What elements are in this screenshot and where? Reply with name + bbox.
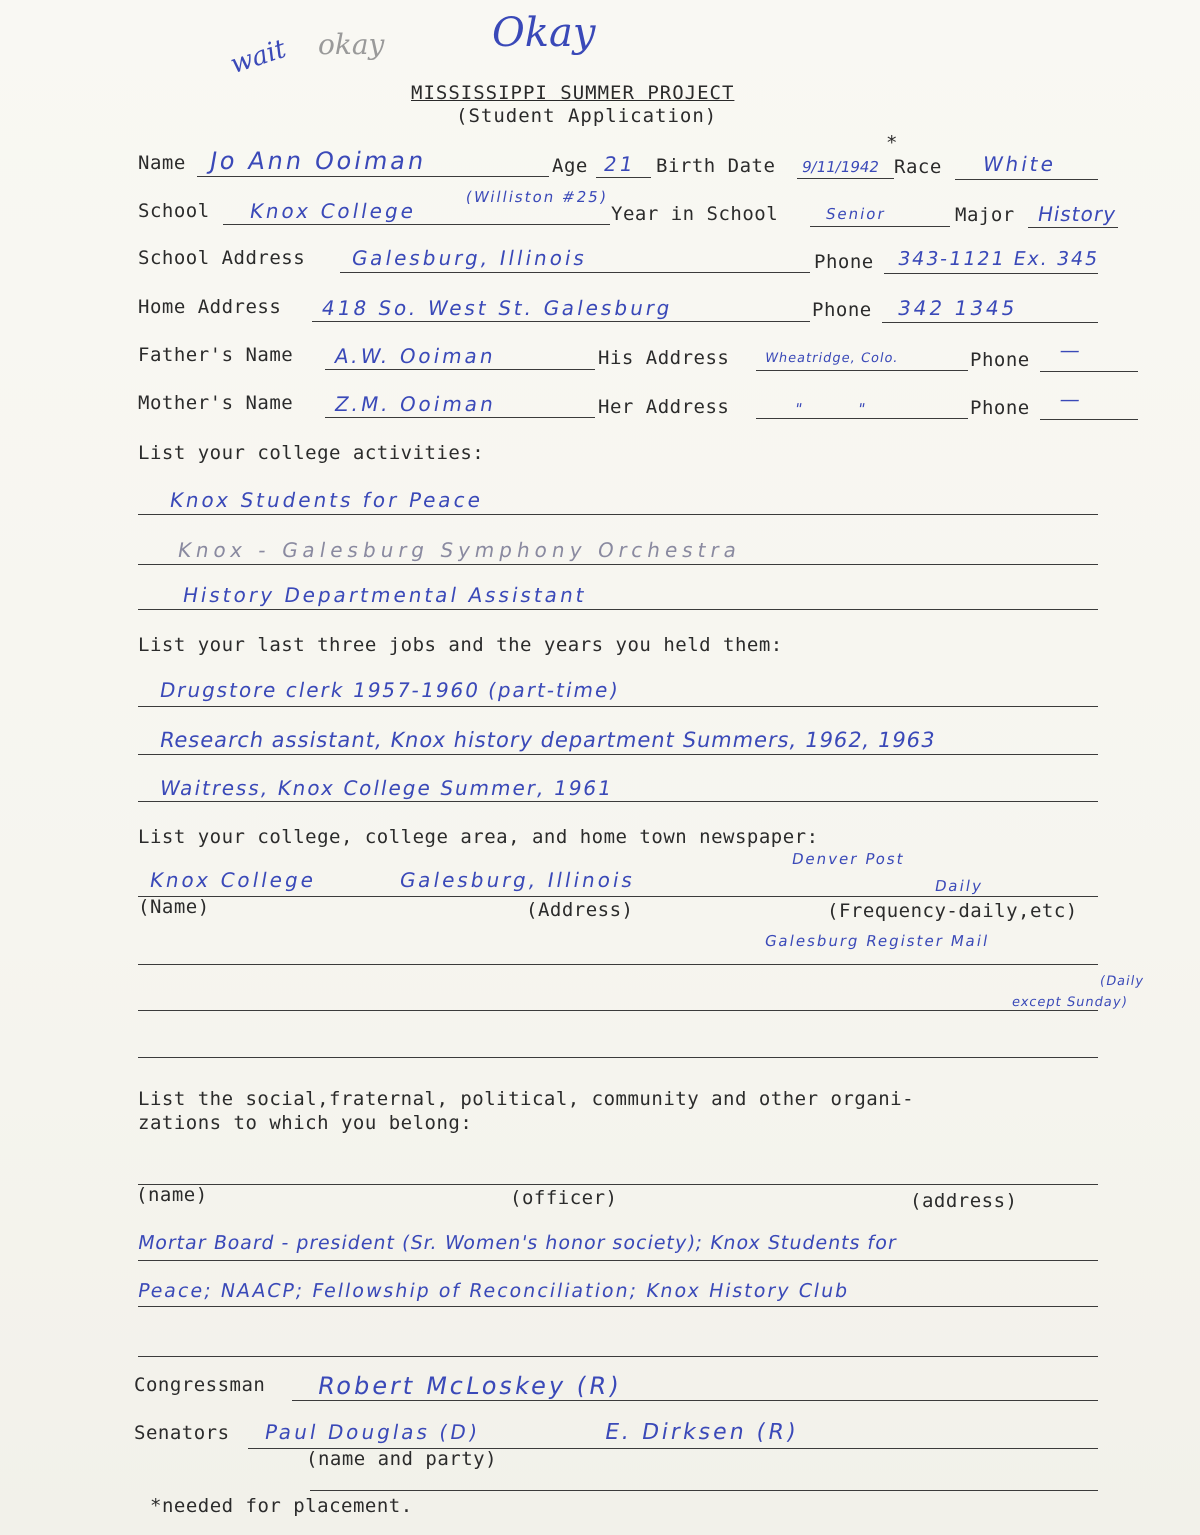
answer-senator-2: E. Dirksen (R) — [602, 1420, 801, 1445]
answer-fathers-name: A.W. Ooiman — [332, 344, 498, 368]
label-school-address: School Address — [138, 247, 306, 269]
answer-orgs-line-1: Mortar Board - president (Sr. Women's honor society); Knox Students for — [136, 1232, 899, 1254]
label-senators: Senators — [134, 1422, 230, 1444]
answer-activity-3: History Departmental Assistant — [180, 583, 589, 607]
answer-mothers-phone: — — [1057, 387, 1086, 411]
label-mothers-name: Mother's Name — [138, 392, 294, 414]
answer-school-phone: 343-1121 Ex. 345 — [896, 248, 1102, 270]
major-line — [1028, 227, 1118, 228]
school-line — [223, 224, 610, 225]
answer-race: White — [980, 152, 1059, 176]
newspaper-line-1 — [138, 896, 1098, 897]
label-fathers-phone: Phone — [970, 349, 1030, 371]
orgs-line-1 — [138, 1184, 1098, 1185]
label-name: Name — [138, 152, 186, 174]
answer-newspaper-address: Galesburg, Illinois — [397, 868, 638, 892]
name-line — [197, 176, 549, 177]
label-school-phone: Phone — [814, 251, 874, 273]
marginal-note-okay-ink: Okay — [492, 10, 596, 56]
label-fathers-name: Father's Name — [138, 344, 294, 366]
race-line — [955, 179, 1098, 180]
marginal-note-okay-pencil: okay — [318, 28, 385, 61]
newspaper-line-3 — [138, 1010, 1098, 1011]
label-org-col-officer: (officer) — [510, 1187, 618, 1209]
answer-fathers-phone: — — [1057, 338, 1086, 362]
jobs-line-3 — [138, 801, 1098, 802]
answer-name: Jo Ann Ooiman — [207, 147, 429, 175]
home-address-line — [312, 321, 810, 322]
label-age: Age — [552, 155, 588, 177]
label-year-in-school: Year in School — [611, 203, 779, 225]
answer-newspaper-name: Knox College — [147, 868, 319, 892]
jobs-line-2 — [138, 754, 1098, 755]
her-address-line — [756, 418, 968, 419]
label-birth-date: Birth Date — [656, 155, 776, 177]
answer-home-phone: 342 1345 — [895, 296, 1020, 320]
jobs-line-1 — [138, 706, 1098, 707]
orgs-line-2 — [138, 1260, 1098, 1261]
label-newspaper-col-address: (Address) — [526, 899, 634, 921]
answer-year-in-school: Senior — [824, 205, 888, 223]
answer-congressman: Robert McLoskey (R) — [315, 1372, 624, 1400]
year-line — [810, 226, 950, 227]
answer-birth-date: 9/11/1942 — [800, 158, 881, 176]
label-major: Major — [955, 204, 1015, 226]
answer-school-address: Galesburg, Illinois — [349, 246, 590, 270]
mothers-phone-line — [1040, 419, 1138, 420]
answer-newspaper-local: Galesburg Register Mail — [763, 932, 991, 950]
answer-major: History — [1035, 202, 1119, 226]
marginal-note-wait: wait — [226, 33, 290, 81]
activities-line-1 — [138, 514, 1098, 515]
answer-job-1: Drugstore clerk 1957-1960 (part-time) — [157, 678, 622, 702]
label-her-address: Her Address — [598, 396, 730, 418]
answer-age: 21 — [601, 152, 638, 176]
senators-line-2 — [310, 1490, 1098, 1491]
label-congressman: Congressman — [134, 1374, 266, 1396]
label-org-col-name: (name) — [136, 1184, 208, 1206]
activities-line-3 — [138, 609, 1098, 610]
school-phone-line — [884, 273, 1098, 274]
label-home-address: Home Address — [138, 296, 282, 318]
answer-newspaper-local-frequency-1: (Daily — [1098, 974, 1146, 989]
form-title: MISSISSIPPI SUMMER PROJECT — [411, 82, 735, 104]
fathers-phone-line — [1040, 371, 1138, 372]
answer-activity-1: Knox Students for Peace — [167, 488, 486, 512]
birth-date-line — [797, 178, 894, 179]
label-school: School — [138, 200, 210, 222]
orgs-line-4 — [138, 1356, 1098, 1357]
answer-fathers-address: Wheatridge, Colo. — [763, 351, 900, 366]
fathers-name-line — [325, 369, 595, 370]
label-orgs-prompt-1: List the social,fraternal, political, community and other organi- — [138, 1088, 915, 1110]
asterisk-mark: * — [886, 132, 898, 154]
answer-job-3: Waitress, Knox College Summer, 1961 — [157, 776, 615, 800]
answer-newspaper-home: Denver Post — [790, 850, 907, 868]
home-phone-line — [882, 322, 1098, 323]
school-address-line — [340, 272, 810, 273]
label-his-address: His Address — [598, 347, 730, 369]
answer-senator-1: Paul Douglas (D) — [262, 1420, 482, 1444]
answer-mothers-address: " " — [793, 400, 869, 418]
his-address-line — [756, 370, 968, 371]
label-activities-prompt: List your college activities: — [138, 442, 485, 464]
answer-mothers-name: Z.M. Ooiman — [332, 392, 499, 416]
label-newspaper-prompt: List your college, college area, and home town newspaper: — [138, 826, 819, 848]
form-subtitle: (Student Application) — [456, 105, 718, 127]
answer-home-address: 418 So. West St. Galesburg — [319, 296, 675, 320]
answer-job-2: Research assistant, Knox history department Summers, 1962, 1963 — [157, 728, 938, 752]
orgs-line-3 — [138, 1306, 1098, 1307]
label-orgs-prompt-2: zations to which you belong: — [138, 1112, 473, 1134]
congressman-line — [292, 1400, 1098, 1401]
label-race: Race — [894, 156, 942, 178]
label-org-col-address: (address) — [910, 1190, 1018, 1212]
activities-line-2 — [138, 564, 1098, 565]
label-newspaper-col-name: (Name) — [138, 896, 210, 918]
answer-newspaper-home-frequency: Daily — [933, 877, 985, 895]
label-mothers-phone: Phone — [970, 397, 1030, 419]
label-jobs-prompt: List your last three jobs and the years you held them: — [138, 634, 783, 656]
label-name-and-party: (name and party) — [306, 1448, 498, 1470]
newspaper-line-4 — [138, 1057, 1098, 1058]
answer-orgs-line-2: Peace; NAACP; Fellowship of Reconciliation; Knox History Club — [136, 1280, 852, 1302]
answer-school: Knox College — [247, 199, 419, 223]
label-home-phone: Phone — [812, 299, 872, 321]
age-line — [596, 177, 651, 178]
footnote: *needed for placement. — [150, 1495, 413, 1517]
newspaper-line-2 — [138, 964, 1098, 965]
label-newspaper-col-frequency: (Frequency-daily,etc) — [827, 900, 1078, 922]
answer-newspaper-local-frequency-2: except Sunday) — [1010, 995, 1129, 1010]
answer-school-note: (Williston #25) — [464, 188, 610, 206]
answer-activity-2: Knox - Galesburg Symphony Orchestra — [175, 538, 744, 562]
mothers-name-line — [325, 417, 595, 418]
